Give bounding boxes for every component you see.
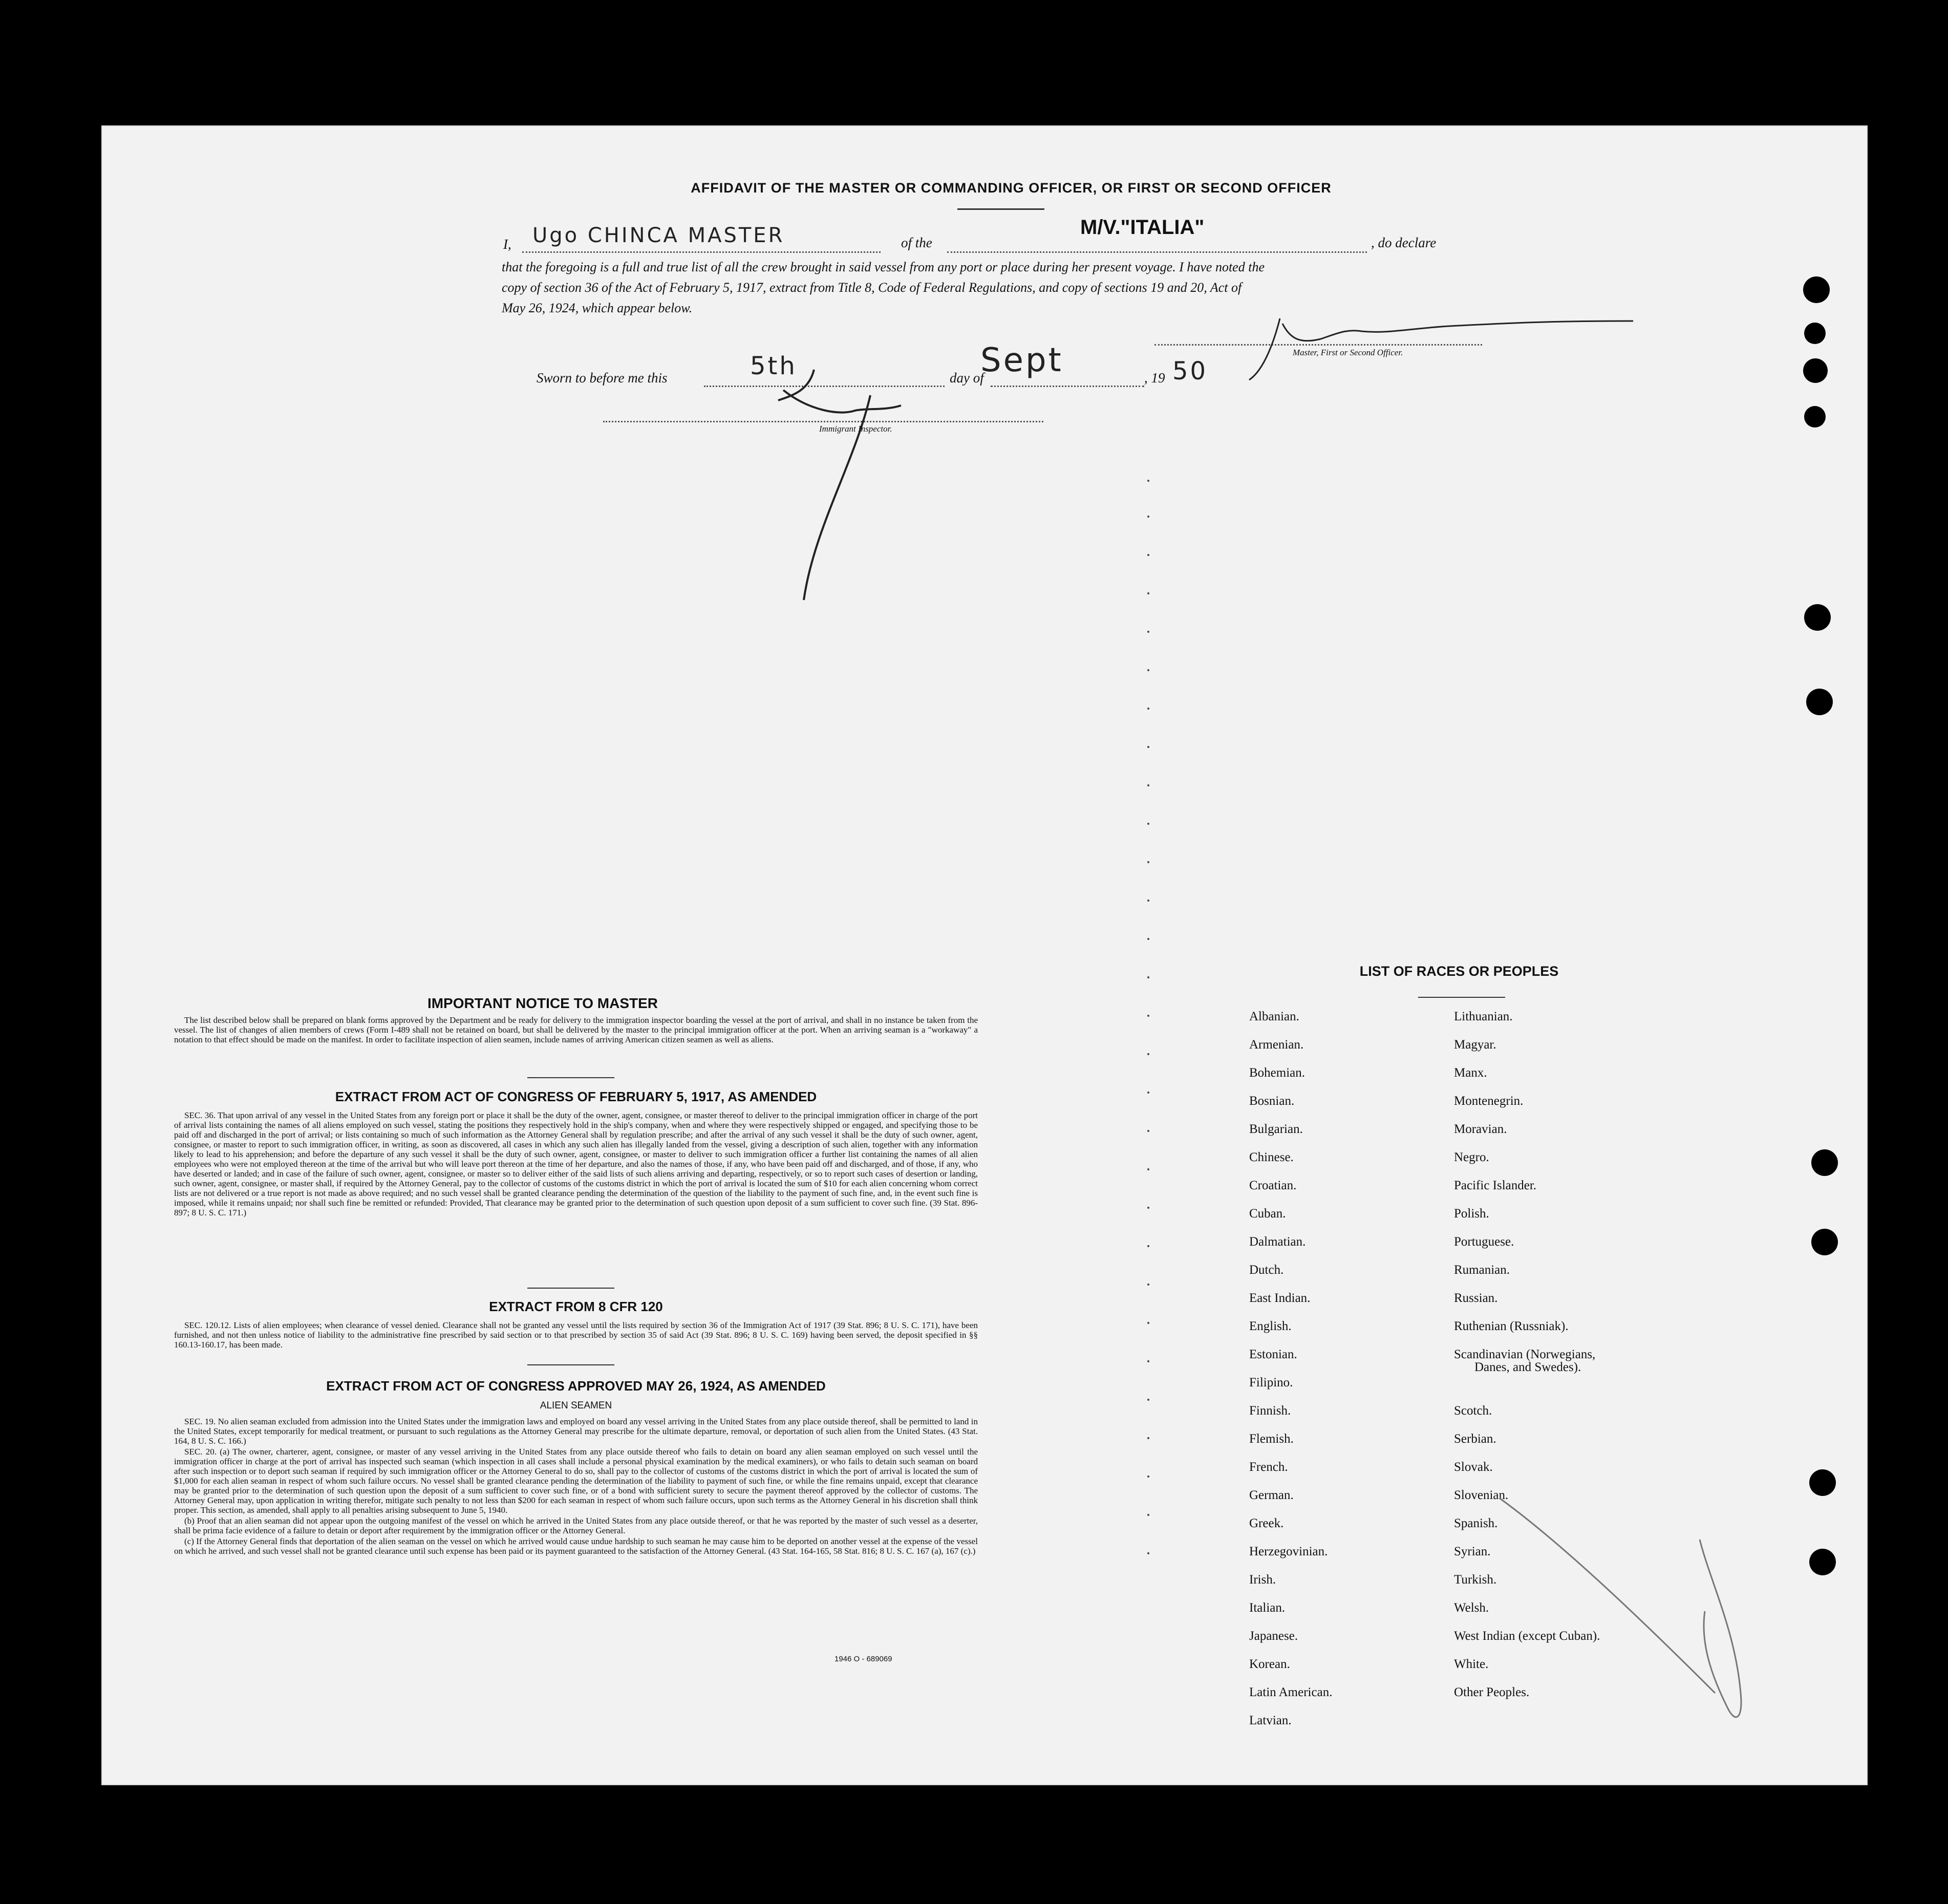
guide-dot xyxy=(1147,1514,1149,1516)
race-left: Chinese. xyxy=(1249,1150,1294,1164)
race-left: Latin American. xyxy=(1249,1685,1333,1699)
i-label: I, xyxy=(503,237,511,252)
guide-dot xyxy=(1147,938,1149,940)
guide-dot xyxy=(1147,1475,1149,1478)
race-left: Bulgarian. xyxy=(1249,1122,1303,1136)
punch-hole xyxy=(1811,1149,1838,1176)
race-right: Russian. xyxy=(1454,1291,1498,1305)
race-right: Pacific Islander. xyxy=(1454,1179,1537,1192)
affidavit-title: AFFIDAVIT OF THE MASTER OR COMMANDING OFFICER, OR FIRST OR SECOND OFFICER xyxy=(691,180,1332,196)
pencil-mark xyxy=(1495,1478,1761,1744)
guide-dot xyxy=(1147,708,1149,710)
month-line xyxy=(991,386,1144,387)
guide-dot xyxy=(1147,1245,1149,1247)
affidavit-line-4: May 26, 1924, which appear below. xyxy=(502,301,693,315)
race-left: English. xyxy=(1249,1319,1292,1333)
extract-1924-p3: (b) Proof that an alien seaman did not appear upon the outgoing manifest of the vessel on which he arrived in the United States from any place outside thereof, or that he was reported by the master of such vessel as a deserter, shall be prima facie evidence of a failure to detain or deport after requirement by the immigration officer or the Attorney General. xyxy=(174,1516,978,1535)
race-left: Irish. xyxy=(1249,1573,1276,1587)
sworn-year: 50 xyxy=(1172,357,1208,386)
race-right: Ruthenian (Russniak). xyxy=(1454,1319,1569,1333)
race-right: Negro. xyxy=(1454,1150,1489,1164)
race-left: Bohemian. xyxy=(1249,1066,1305,1080)
guide-dot xyxy=(1147,823,1149,825)
race-left: Japanese. xyxy=(1249,1629,1298,1643)
affidavit-line-3: copy of section 36 of the Act of February 5, 1917, extract from Title 8, Code of Federal Regulations, and copy of sections 19 and 20, Act of xyxy=(502,280,1242,295)
race-left: Dutch. xyxy=(1249,1263,1284,1277)
race-right: Lithuanian. xyxy=(1454,1010,1513,1023)
notice-title: IMPORTANT NOTICE TO MASTER xyxy=(427,995,658,1011)
master-caption: Master, First or Second Officer. xyxy=(1293,348,1403,357)
punch-hole xyxy=(1803,358,1828,383)
extract-1917-text xyxy=(174,1110,978,1218)
race-left: Dalmatian. xyxy=(1249,1235,1306,1249)
affidavit-line-2: that the foregoing is a full and true list of all the crew brought in said vessel from any port or place during her present voyage. I have noted the xyxy=(502,260,1265,274)
race-left: Cuban. xyxy=(1249,1207,1286,1221)
race-left: Estonian. xyxy=(1249,1347,1297,1361)
race-left: Greek. xyxy=(1249,1516,1284,1530)
extract-1924-text xyxy=(174,1417,978,1557)
extract-cfr-paragraph: SEC. 120.12. Lists of alien employees; when clearance of vessel denied. Clearance shall not be granted any vessel until the lists required by section 36 of the Immigration Act of 1917 (39 Stat. 896; 8 U. S. C. 171), have been furnished, and not then unless notice of liability to the administrative fine prescribed by said section or to that prescribed by section 35 of said Act (39 Stat. 896; 8 U. S. C. 169) having been served, the deposit specified in §§ 160.13-160.17, has been made. xyxy=(174,1320,978,1350)
race-right: Moravian. xyxy=(1454,1122,1507,1136)
vessel-name: M/V."ITALIA" xyxy=(1080,216,1205,239)
race-right: Montenegrin. xyxy=(1454,1094,1524,1108)
guide-dot xyxy=(1147,592,1149,594)
race-right: Scandinavian (Norwegians, xyxy=(1454,1347,1596,1361)
guide-dot xyxy=(1147,784,1149,786)
punch-hole xyxy=(1804,406,1826,427)
guide-dot xyxy=(1147,900,1149,902)
race-right: Danes, and Swedes). xyxy=(1474,1360,1581,1374)
guide-dot xyxy=(1147,1437,1149,1439)
extract-cfr-rule xyxy=(527,1364,614,1365)
race-right: Serbian. xyxy=(1454,1432,1496,1446)
guide-dot xyxy=(1147,861,1149,863)
name-line xyxy=(522,251,881,253)
race-left: German. xyxy=(1249,1488,1294,1502)
race-right: Welsh. xyxy=(1454,1601,1489,1615)
notice-text xyxy=(174,1015,978,1045)
inspector-signature xyxy=(732,359,947,615)
extract-1917-paragraph: SEC. 36. That upon arrival of any vessel in the United States from any foreign port or place it shall be the duty of the owner, agent, consignee, or master thereof to deliver to the principal immigration officer in charge of the port of arrival lists containing the names of all aliens employed on such vessel, stating the positions they respectively hold in the ship's company, when and where they were respectively shipped or engaged, and specifying those to be paid off and discharged in the port of arrival; or lists containing so much of such information as the Attorney General shall by regulation prescribe; and after the arrival of any such vessel it shall be the duty of such owner, agent, consignee, or master to report to such immigration officer, in writing, as soon as discovered, all cases in which any such alien has illegally landed from the vessel, giving a description of such alien, together with any information likely to lead to his apprehension; and before the departure of any such vessel it shall be the duty of such owner, agent, consignee, or master to deliver to such immigration officer a further list containing the names of all alien employees who were not employed thereon at the time of the arrival but who will leave port thereon at the time of her departure, and also the names of those, if any, who have been paid off and discharged, and of those, if any, who have deserted or landed; and in case of the failure of such owner, agent, consignee, or master so to deliver either of the said lists of such aliens arriving and departing, respectively, or so to report such cases of desertion or landing, such owner, agent, consignee, or master shall, if required by the Attorney General, pay to the collector of customs of the customs district in which the port of arrival is located the sum of $10 for each alien concerning whom correct lists are not delivered or a true report is not made as above required; and no such vessel shall be granted clearance pending the determination of the question of the liability to the payment of such fine, and, in the event such fine is imposed, while it remains unpaid; nor shall such fine be remitted or refunded: Provided, That clearance may be granted prior to the determination of such question upon deposit of a sum sufficient to cover such fine. (39 Stat. 896-897; 8 U. S. C. 171.) xyxy=(174,1110,978,1217)
race-left: East Indian. xyxy=(1249,1291,1311,1305)
race-left: Bosnian. xyxy=(1249,1094,1295,1108)
race-right: Portuguese. xyxy=(1454,1235,1514,1249)
race-left: Italian. xyxy=(1249,1601,1286,1615)
punch-hole xyxy=(1804,323,1826,344)
guide-dot xyxy=(1147,1283,1149,1286)
do-declare-label: , do declare xyxy=(1371,235,1437,250)
guide-dot xyxy=(1147,1207,1149,1209)
race-left: Finnish. xyxy=(1249,1404,1291,1418)
extract-1924-p1: SEC. 19. No alien seaman excluded from admission into the United States under the immigration laws and employed on board any vessel arriving in the United States from any place outside thereof, shall be permitted to land in the United States, except temporarily for medical treatment, or pursuant to such regulations as the Attorney General may prescribe for the ultimate departure, removal, or deportation of such alien from the United States. (43 Stat. 164, 8 U. S. C. 166.) xyxy=(174,1417,978,1446)
race-right: Slovenian. xyxy=(1454,1488,1509,1502)
guide-dot xyxy=(1147,1015,1149,1017)
handwritten-master-name: Ugo CHINCA MASTER xyxy=(532,224,785,247)
of-the-label: of the xyxy=(901,235,932,250)
title-rule xyxy=(957,208,1044,210)
punch-hole xyxy=(1811,1229,1838,1255)
guide-dot xyxy=(1147,631,1149,633)
race-right: Magyar. xyxy=(1454,1038,1496,1052)
printer-code: 1946 O - 689069 xyxy=(834,1655,892,1663)
notice-paragraph: The list described below shall be prepared on blank forms approved by the Department and be ready for delivery to the immigration inspector boarding the vessel at the port of arrival, and shall in no instance be taken from the vessel. The list of changes of alien members of crews (Form I-489 shall not be retained on board, but shall be delivered by the master to the principal immigration officer at the port. When an arriving seaman is a "workaway" a notation to that effect should be made on the manifest. In order to facilitate inspection of alien seamen, include names of arriving American citizen seamen as well as aliens. xyxy=(174,1015,978,1044)
notice-rule xyxy=(527,1077,614,1078)
race-left: Albanian. xyxy=(1249,1010,1299,1023)
sworn-label: Sworn to before me this xyxy=(537,370,668,386)
race-left: Herzegovinian. xyxy=(1249,1545,1328,1558)
guide-dot xyxy=(1147,669,1149,671)
vessel-line xyxy=(947,251,1367,253)
race-right: Other Peoples. xyxy=(1454,1685,1530,1699)
inspector-caption: Immigrant Inspector. xyxy=(819,424,892,434)
punch-hole xyxy=(1803,276,1830,303)
races-rule xyxy=(1418,997,1505,998)
punch-hole xyxy=(1804,604,1831,631)
sworn-month: Sept xyxy=(980,341,1063,379)
race-right: Spanish. xyxy=(1454,1516,1498,1530)
extract-1917-rule xyxy=(527,1288,614,1289)
race-left: Armenian. xyxy=(1249,1038,1304,1052)
guide-dot xyxy=(1147,1399,1149,1401)
race-left: Korean. xyxy=(1249,1657,1290,1671)
guide-dot xyxy=(1147,554,1149,556)
punch-hole xyxy=(1809,1469,1836,1496)
guide-dot xyxy=(1147,516,1149,518)
guide-dot xyxy=(1147,1092,1149,1094)
race-left: French. xyxy=(1249,1460,1288,1474)
extract-1924-title: EXTRACT FROM ACT OF CONGRESS APPROVED MAY 26, 1924, AS AMENDED xyxy=(326,1378,826,1394)
race-right: Scotch. xyxy=(1454,1404,1492,1418)
guide-dot xyxy=(1147,1322,1149,1324)
sworn-day: 5th xyxy=(750,352,797,380)
race-right: Rumanian. xyxy=(1454,1263,1510,1277)
extract-cfr-text xyxy=(174,1320,978,1351)
race-right: Slovak. xyxy=(1454,1460,1493,1474)
guide-dot xyxy=(1147,480,1149,482)
guide-dot xyxy=(1147,1360,1149,1362)
race-right: Manx. xyxy=(1454,1066,1487,1080)
guide-dot xyxy=(1147,1168,1149,1170)
extract-1924-p2: SEC. 20. (a) The owner, charterer, agent, consignee, or master of any vessel arriving in the United States from any place outside thereof who fails to detain on board any alien seaman employed on such vessel until the immigration officer in charge at the port of arrival has inspected such seaman (which inspection in all cases shall include a personal physical examination by the medical examiners), or who fails to detain such seaman on board after such inspection or to deport such seaman if required by such immigration officer or the Attorney General to do so, shall pay to the collector of customs of the customs district in which the port of arrival is located the sum of $1,000 for each alien seaman in respect of whom such failure occurs. No vessel shall be granted clearance pending the determination of the liability to payment of such fine, or while the fine remains unpaid, except that clearance may be granted prior to the determination of such question upon the deposit of a sum sufficient to cover such fine, or of a bond with sufficient surety to secure the payment thereof approved by the collector of customs. The Attorney General may, upon application in writing therefor, mitigate such penalty to not less than $200 for each seaman in respect of whom such failure occurs, upon such terms as the Attorney General in his discretion shall think proper. This section, as amended, shall apply to all penalties arising subsequent to June 5, 1940. xyxy=(174,1447,978,1515)
race-right: Turkish. xyxy=(1454,1573,1497,1587)
extract-1924-p4: (c) If the Attorney General finds that deportation of the alien seaman on the vessel on which he arrived would cause undue hardship to such seaman he may cause him to be deported on another vessel at the expense of the vessel on which he arrived, and such vessel shall not be granted clearance until such expense has been paid or its payment guaranteed to the satisfaction of the Attorney General. (43 Stat. 164-165, 58 Stat. 816; 8 U. S. C. 167 (a), 167 (c).) xyxy=(174,1536,978,1556)
punch-hole xyxy=(1806,689,1833,715)
race-right: White. xyxy=(1454,1657,1489,1671)
guide-dot xyxy=(1147,746,1149,748)
year-prefix-label: , 19 xyxy=(1144,370,1165,386)
guide-dot xyxy=(1147,976,1149,978)
punch-hole xyxy=(1809,1549,1836,1575)
race-right: Polish. xyxy=(1454,1207,1489,1221)
extract-cfr-title: EXTRACT FROM 8 CFR 120 xyxy=(489,1299,663,1314)
race-left: Latvian. xyxy=(1249,1714,1292,1727)
races-title: LIST OF RACES OR PEOPLES xyxy=(1359,964,1559,979)
race-left: Flemish. xyxy=(1249,1432,1294,1446)
race-right: West Indian (except Cuban). xyxy=(1454,1629,1600,1643)
guide-dot xyxy=(1147,1552,1149,1554)
race-left: Filipino. xyxy=(1249,1376,1293,1389)
guide-dot xyxy=(1147,1053,1149,1055)
extract-1917-title: EXTRACT FROM ACT OF CONGRESS OF FEBRUARY 5, 1917, AS AMENDED xyxy=(335,1089,817,1104)
extract-1924-subtitle: ALIEN SEAMEN xyxy=(540,1400,612,1411)
guide-dot xyxy=(1147,1130,1149,1132)
day-of-label: day of xyxy=(950,370,984,386)
race-right: Syrian. xyxy=(1454,1545,1491,1558)
race-left: Croatian. xyxy=(1249,1179,1297,1192)
document-page xyxy=(101,125,1868,1785)
